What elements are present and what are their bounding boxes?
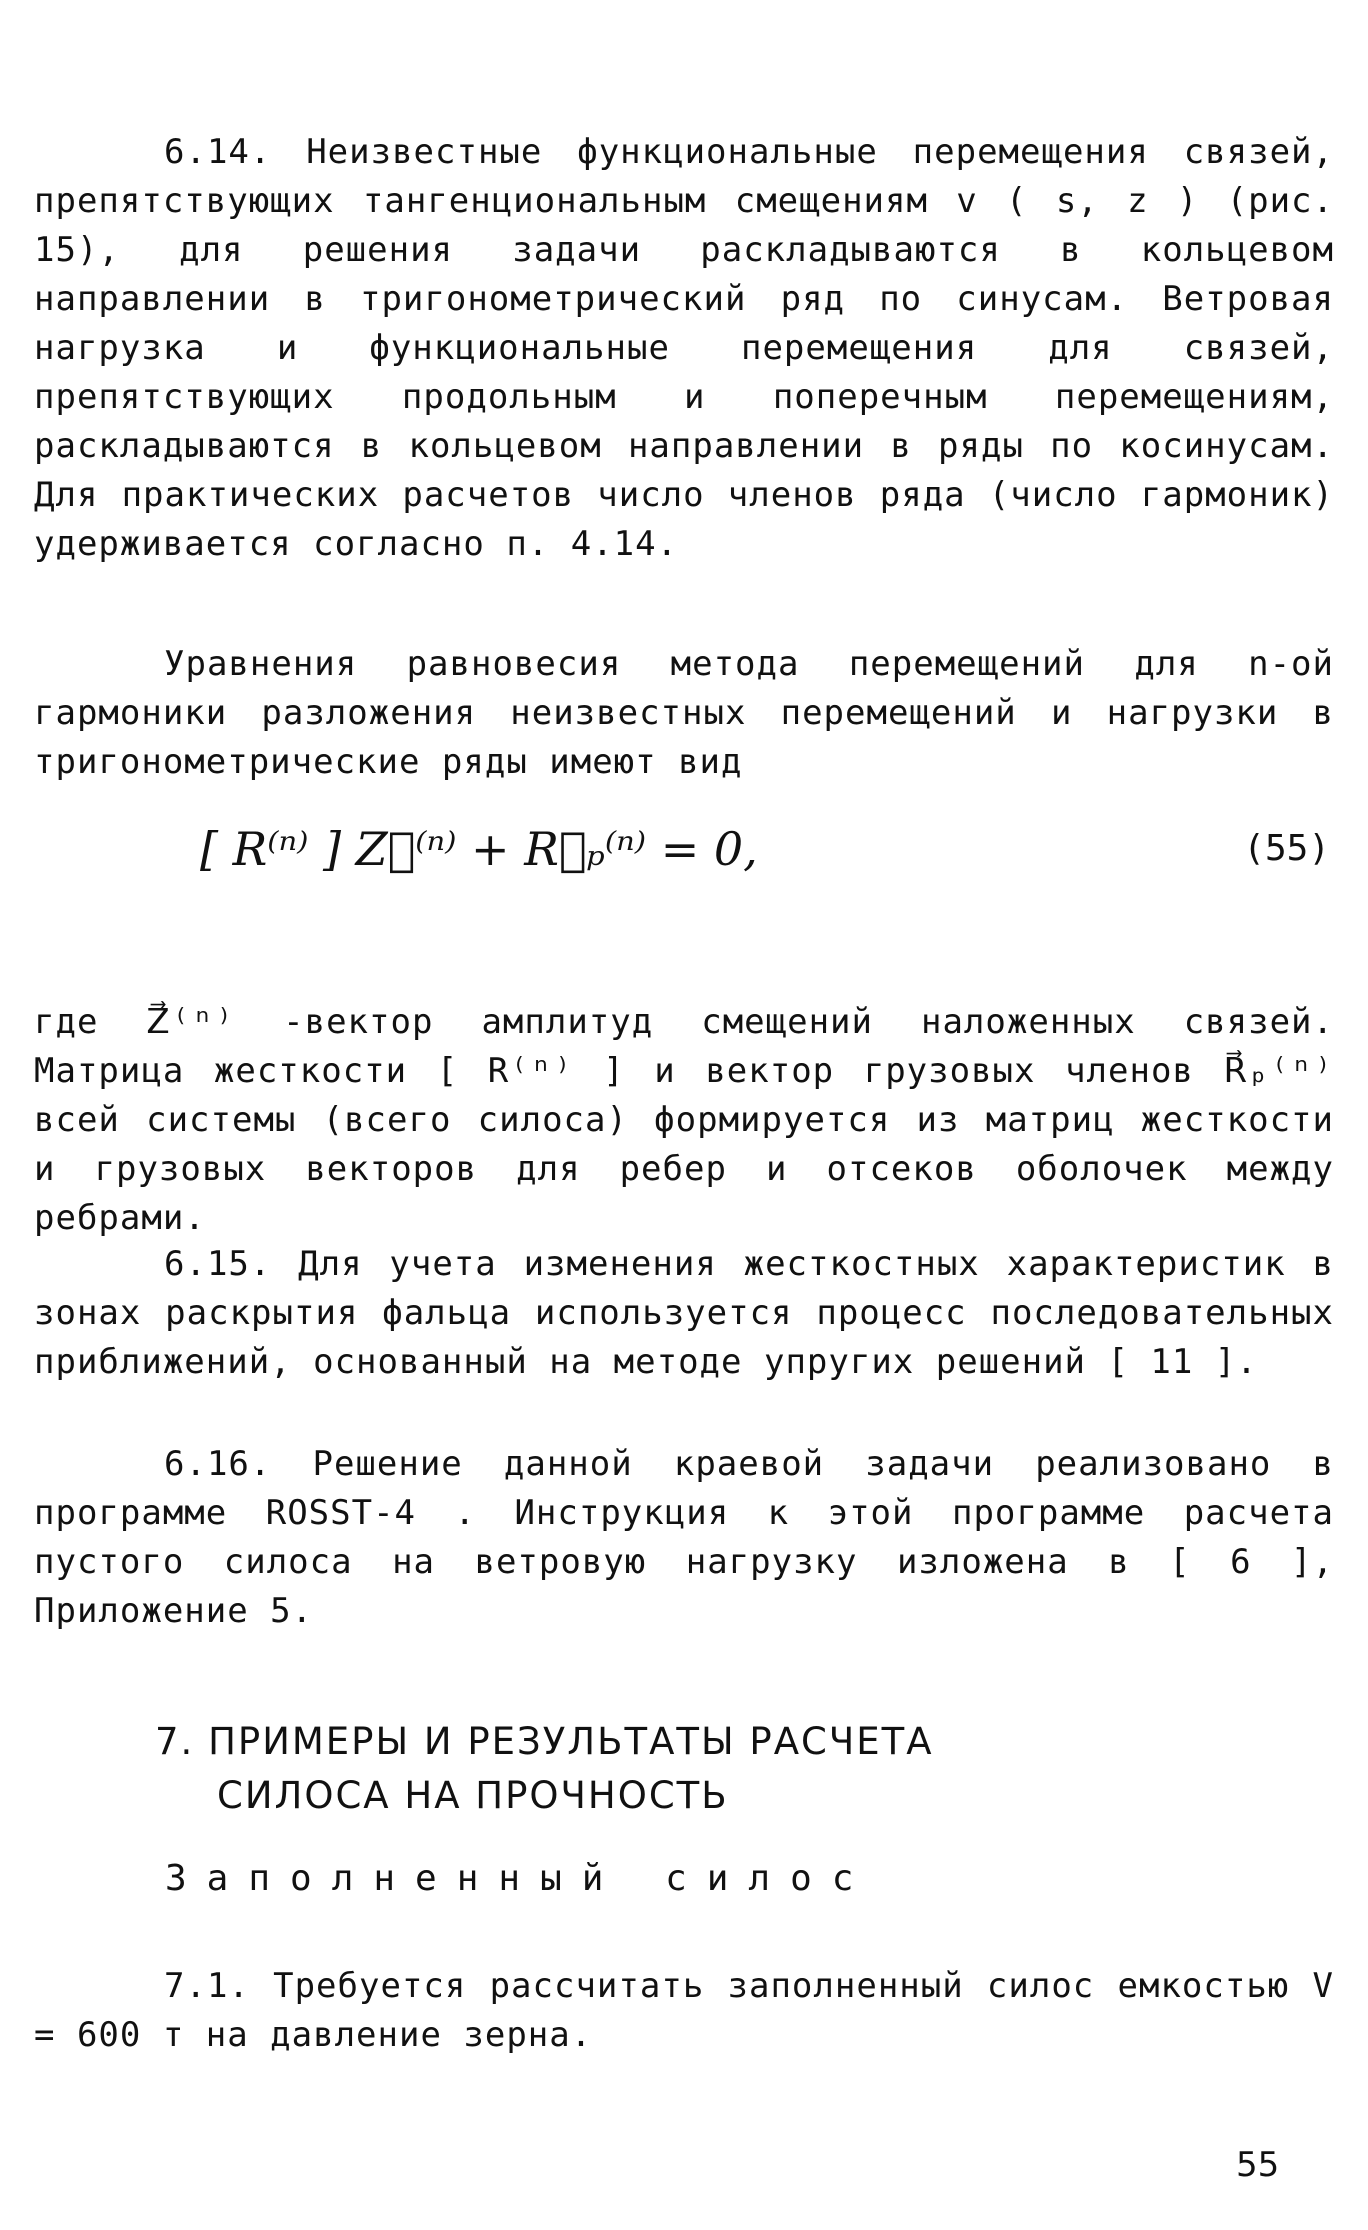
paragraph-where: где Z⃗⁽ⁿ⁾ -вектор амплитуд смещений наложенных связей. Матрица жесткости [ R⁽ⁿ⁾ ] и вектор грузовых членов R⃗ₚ⁽ⁿ⁾ всей системы (всего силоса) формируется из матриц жесткости и грузовых векторов для ребер и отсеков оболочек между ребрами. — [34, 1002, 1334, 1238]
equation-expression: [ R⁽ⁿ⁾ ] Z⃗⁽ⁿ⁾ + R⃗ₚ⁽ⁿ⁾ = 0, — [200, 822, 758, 876]
paragraph-6-15: 6.15. Для учета изменения жесткостных характеристик в зонах раскрытия фальца используется процесс последовательных приближений, основанный на методе упругих решений [ 11 ]. — [34, 1244, 1334, 1382]
equation-number: (55) — [1243, 828, 1330, 869]
paragraph-6-16: 6.16. Решение данной краевой задачи реализовано в программе ROSST-4 . Инструкция к этой программе расчета пустого силоса на ветровую нагрузку изложена в [ 6 ], Приложение 5. — [34, 1444, 1334, 1631]
section-heading-line1: 7. ПРИМЕРЫ И РЕЗУЛЬТАТЫ РАСЧЕТА — [155, 1720, 934, 1763]
subheading: Заполненный силос — [165, 1858, 874, 1899]
paragraph-6-14: 6.14. Неизвестные функциональные перемещения связей, препятствующих тангенциональным смещениям v ( s, z ) (рис. 15), для решения задачи раскладываются в кольцевом направлении в тригонометрический ряд по синусам. Ветровая нагрузка и функциональные перемещения для связей, препятствующих продольным и поперечным перемещениям, раскладываются в кольцевом направлении в ряды по косинусам. Для практических расчетов число членов ряда (число гармоник) удерживается согласно п. 4.14. — [34, 132, 1334, 564]
section-heading-line2: СИЛОСА НА ПРОЧНОСТЬ — [217, 1774, 729, 1817]
section-heading — [155, 1715, 1255, 1823]
paragraph-7-1: 7.1. Требуется рассчитать заполненный силос емкостью V = 600 т на давление зерна. — [34, 1966, 1334, 2055]
paragraph-equations-intro: Уравнения равновесия метода перемещений для n-ой гармоники разложения неизвестных перемещений и нагрузки в тригонометрические ряды имеют вид — [34, 644, 1334, 782]
page-number: 55 — [1236, 2145, 1280, 2185]
equation-55 — [200, 810, 1330, 900]
